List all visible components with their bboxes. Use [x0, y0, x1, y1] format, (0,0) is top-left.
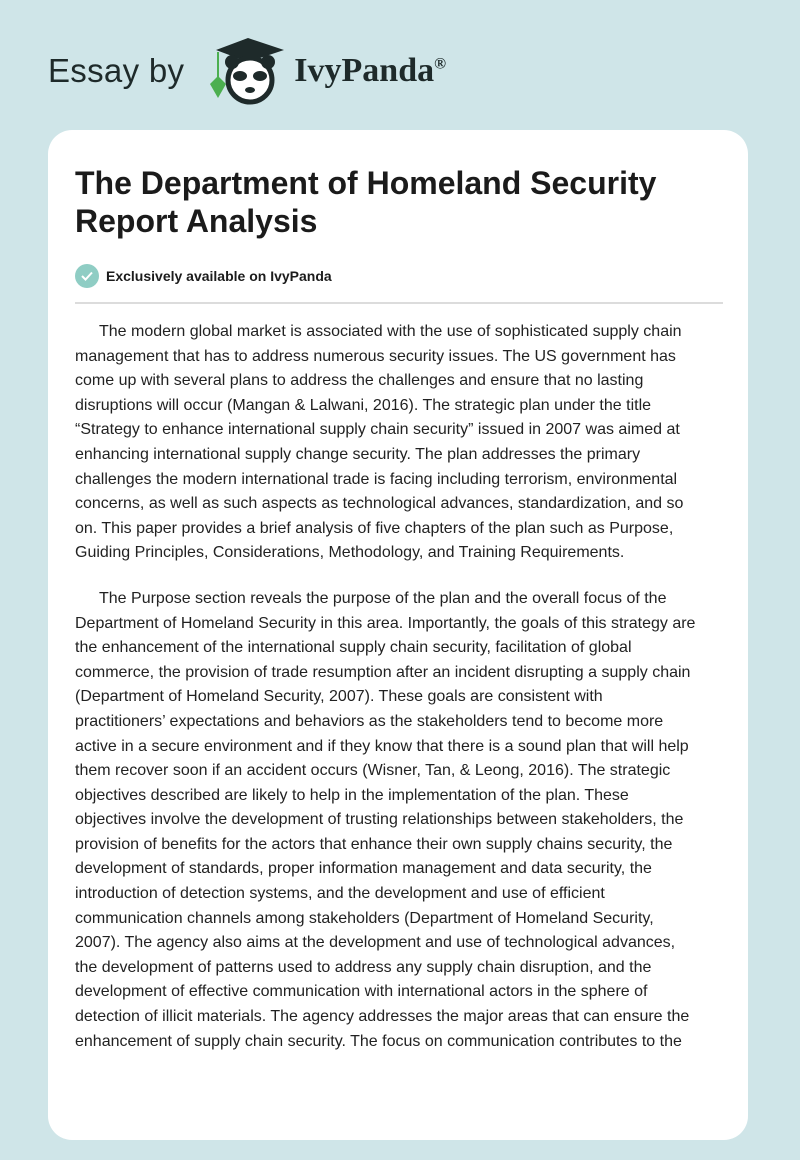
ivypanda-panda-logo-icon[interactable] — [202, 36, 290, 106]
text-line: concerns, as well as such aspects as technological advances, standardization, and so — [75, 495, 684, 513]
text-line: Guiding Principles, Considerations, Methodology, and Training Requirements. — [75, 544, 625, 562]
check-circle-icon — [75, 264, 99, 288]
text-line: objectives involve the development of trusting relationships between stakeholders, the — [75, 811, 684, 829]
essay-card — [48, 130, 748, 1140]
essay-by-label: Essay by — [48, 52, 185, 89]
text-line: The Purpose section reveals the purpose of the plan and the overall focus of the — [99, 589, 667, 607]
page-title: The Department of Homeland Security Report Analysis — [75, 165, 657, 239]
exclusive-label: Exclusively available on IvyPanda — [106, 268, 332, 284]
text-line: management that has to address numerous security issues. The US government has — [75, 347, 676, 365]
text-line: challenges the modern international trade is facing including terrorism, environmental — [75, 470, 678, 488]
text-line: them recover soon if an accident occurs (Wisner, Tan, & Leong, 2016). The strategic — [75, 762, 671, 780]
text-line: enhancing international supply change security. The plan addresses the primary — [75, 445, 641, 463]
brand-name[interactable]: IvyPanda® — [294, 52, 447, 89]
text-line: provision of benefits for the actors that enhance their own supply chains security, the — [75, 835, 673, 853]
paragraph — [75, 587, 735, 1054]
text-line: introduction of detection systems, and the development and use of efficient — [75, 885, 605, 903]
text-line: commerce, the provision of trade resumption after an incident disrupting a supply chain — [75, 663, 691, 681]
exclusive-badge — [75, 264, 332, 288]
text-line: 2007). The agency also aims at the development and use of technological advances, — [75, 934, 676, 952]
essay-body — [75, 320, 735, 1075]
text-line: development of standards, proper information management and data security, the — [75, 860, 652, 878]
site-header — [48, 36, 446, 106]
text-line: Department of Homeland Security in this area. Importantly, the goals of this strategy are — [75, 614, 696, 632]
paragraph — [75, 320, 735, 566]
text-line: active in a secure environment and if they know that there is a sound plan that will help — [75, 737, 689, 755]
text-line: communication channels among stakeholders (Department of Homeland Security, — [75, 909, 654, 927]
text-line: come up with several plans to address the challenges and ensure that no lasting — [75, 372, 644, 390]
text-line: development of effective communication with international actors in the sphere of — [75, 983, 648, 1001]
text-line: The modern global market is associated with the use of sophisticated supply chain — [99, 323, 682, 340]
divider — [75, 302, 723, 304]
text-line: the development of patterns used to address any supply chain disruption, and the — [75, 958, 652, 976]
text-line: “Strategy to enhance international supply chain security” issued in 2007 was aimed at — [75, 421, 680, 439]
text-line: enhancement of supply chain security. The focus on communication contributes to the — [75, 1032, 682, 1050]
text-line: the enhancement of the international supply chain security, facilitation of global — [75, 639, 632, 657]
text-line: practitioners’ expectations and behaviors as the stakeholders tend to become more — [75, 712, 664, 730]
text-line: disruptions will occur (Mangan & Lalwani, 2016). The strategic plan under the title — [75, 396, 652, 414]
text-line: detection of illicit materials. The agency addresses the major areas that can ensure the — [75, 1008, 690, 1026]
text-line: objectives described are likely to help in the implementation of the plan. These — [75, 786, 629, 804]
text-line: on. This paper provides a brief analysis of five chapters of the plan such as Purpose, — [75, 519, 674, 537]
text-line: (Department of Homeland Security, 2007). These goals are consistent with — [75, 688, 603, 706]
